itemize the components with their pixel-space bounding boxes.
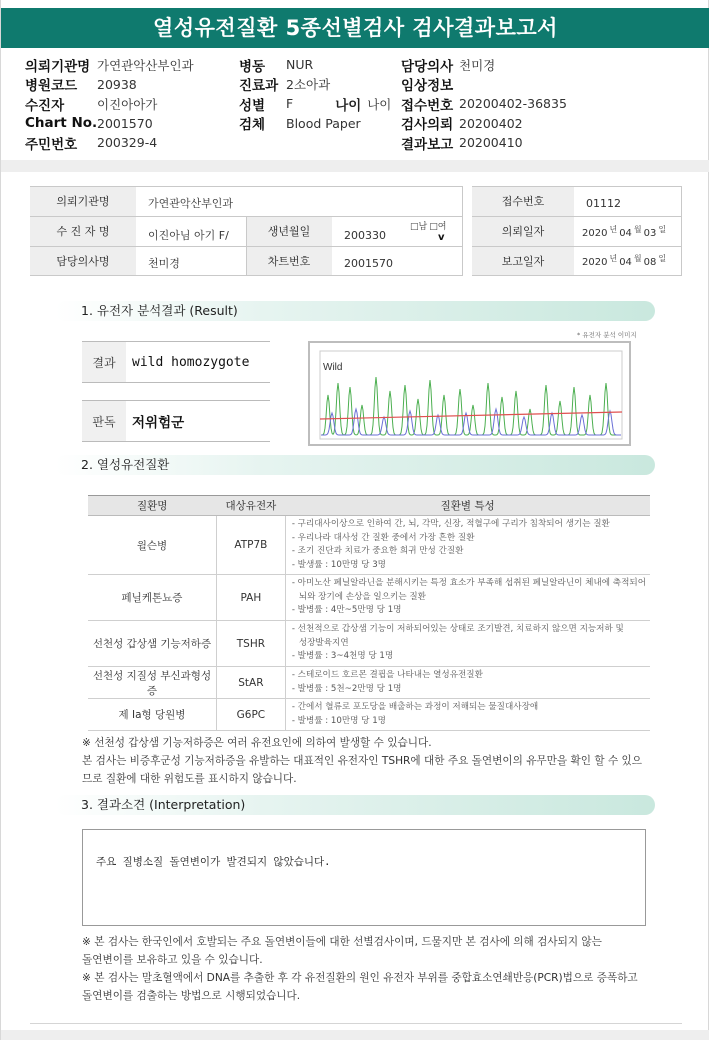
request-date-label: 검사의뢰 — [401, 117, 454, 134]
judgement-label: 판독 — [82, 400, 126, 442]
feature-line: - 발생률 : 10만명 당 3명 — [291, 559, 386, 570]
header-col-3 — [401, 55, 567, 153]
disease-name: 선천성 갑상샘 기능저하증 — [88, 621, 216, 667]
header-gene: 대상유전자 — [216, 496, 285, 516]
report-month: 04 — [619, 256, 632, 268]
electropherogram — [310, 343, 629, 444]
feature-line: - 아미노산 페닐알라닌을 분해시키는 특정 효소가 부족해 섭취된 페닐알라닌이 체내에 축적되어 — [291, 578, 646, 589]
disease-name: 윌슨병 — [88, 516, 216, 575]
request-cell-label: 의뢰일자 — [472, 216, 574, 246]
sex-value: F — [286, 96, 294, 112]
request-year: 2020 — [582, 227, 608, 239]
footer-divider — [30, 1023, 682, 1024]
day-unit: 일 — [658, 253, 667, 263]
footer-note-line: ※ 본 검사는 한국인에서 호발되는 주요 돌연변이들에 대한 선별검사이며, 드물지만 본 검사에 의해 검사되지 않는 — [82, 936, 602, 948]
disease-name: 제 Ia형 당원병 — [88, 699, 216, 731]
department-value: 2소아과 — [286, 77, 331, 93]
header-row — [239, 94, 391, 114]
resident-no-label: 주민번호 — [25, 136, 78, 153]
specimen-value: Blood Paper — [286, 115, 361, 131]
table-line — [472, 186, 682, 187]
feature-line: - 선천적으로 갑상샘 기능이 저하되어있는 상태로 조기발견, 치료하지 않으면 지능저하 및 — [291, 624, 624, 635]
report-cell-value — [574, 248, 682, 276]
header-row — [25, 114, 194, 134]
sex-label: 성별 — [239, 97, 266, 114]
feature-line: - 발병률 : 3~4천명 당 1명 — [291, 651, 394, 662]
section-interpretation-title: 3. 결과소견 (Interpretation) — [55, 795, 655, 815]
table-line — [246, 216, 247, 276]
header-row — [401, 133, 567, 153]
resident-no-value: 200329-4 — [97, 135, 158, 151]
patient-value: 이진아아가 — [97, 96, 158, 112]
header-row — [239, 114, 391, 134]
footer-note-line: ※ 본 검사는 말초혈액에서 DNA를 추출한 후 각 유전질환의 원인 유전자 부위를 중합효소연쇄반응(PCR)법으로 증폭하고 — [82, 972, 638, 984]
header-row — [239, 75, 391, 95]
request-cell-value — [574, 218, 682, 248]
chart-no-label: Chart No. — [25, 115, 98, 132]
department-label: 진료과 — [239, 78, 279, 95]
disease-name: 페닐케톤뇨증 — [88, 575, 216, 621]
table-line — [472, 246, 682, 247]
header-disease: 질환명 — [88, 496, 216, 516]
gene-image-note: * 유전자 분석 이미지 — [577, 331, 637, 339]
feature-line: 뇌와 장기에 손상을 일으키는 질환 — [298, 591, 426, 602]
request-day: 03 — [643, 227, 657, 239]
chart-cell-label: 차트번호 — [246, 246, 332, 276]
interpretation-box — [82, 829, 646, 926]
disease-row — [88, 699, 650, 731]
target-gene: ATP7B — [216, 516, 285, 575]
tshr-note — [82, 734, 642, 788]
sex-check-mark: v — [438, 231, 445, 243]
disease-name: 선천성 지질성 부신과형성증 — [88, 667, 216, 699]
table-line — [681, 186, 682, 276]
feature-line: - 발병률 : 5천~2만명 당 1명 — [291, 683, 402, 694]
report-day: 08 — [643, 256, 657, 268]
month-unit: 월 — [633, 224, 642, 234]
clinical-info-label: 임상정보 — [401, 78, 454, 95]
feature-line: - 스테로이드 호르몬 결핍을 나타내는 열성유전질환 — [291, 670, 483, 680]
bottom-band — [1, 1030, 709, 1040]
header-row — [239, 55, 391, 75]
report-year: 2020 — [582, 256, 608, 268]
footer-note-line: 돌연변이를 보유하고 있을 수 있습니다. — [82, 954, 263, 966]
ward-value: NUR — [286, 57, 314, 73]
target-gene: PAH — [216, 575, 285, 621]
footer-note-line: 돌연변이를 검출하는 방법으로 시행되었습니다. — [82, 990, 301, 1002]
feature-line: - 발병률 : 4만~5만명 당 1명 — [291, 605, 402, 616]
age-label: 나이 — [335, 97, 362, 114]
day-unit: 일 — [658, 224, 667, 234]
male-checkbox: □남 — [410, 221, 428, 232]
target-gene: G6PC — [216, 699, 285, 731]
divider-band — [1, 160, 709, 172]
report-date-label: 결과보고 — [401, 136, 454, 153]
disease-table — [88, 495, 650, 731]
disease-features — [285, 667, 650, 699]
report-cell-label: 보고일자 — [472, 246, 574, 276]
target-gene: TSHR — [216, 621, 285, 667]
interpretation-text: 주요 질병소질 돌연변이가 발견되지 않았습니다. — [96, 856, 331, 868]
section-disease-title: 2. 열성유전질환 — [55, 455, 655, 475]
age-value: 나이 — [367, 96, 392, 112]
chart-no-value: 2001570 — [97, 115, 153, 131]
graph-label: Wild — [323, 362, 343, 373]
table-line — [30, 186, 463, 187]
feature-line: - 우리나라 대사성 간 질환 중에서 가장 흔한 질환 — [291, 532, 475, 543]
doctor-cell-value: 천미경 — [136, 250, 246, 276]
header-row — [25, 55, 194, 75]
report-title: 열성유전질환 5종선별검사 검사결과보고서 — [1, 8, 709, 48]
year-unit: 년 — [609, 224, 618, 234]
disease-row — [88, 621, 650, 667]
report-date-value: 20200410 — [459, 135, 523, 151]
institution-cell-label: 의뢰기관명 — [30, 186, 136, 216]
patient-label: 수진자 — [25, 97, 65, 114]
patient-info-table — [30, 186, 682, 276]
disease-features — [285, 516, 650, 575]
gene-analysis-image — [308, 341, 631, 446]
chart-cell-value: 2001570 — [332, 250, 462, 276]
table-line — [462, 186, 463, 276]
note-line: 므로 질환에 대한 위험도를 표시하지 않습니다. — [82, 773, 297, 785]
note-line: 본 검사는 비증후군성 기능저하증을 유발하는 대표적인 유전자인 TSHR에 대한 주요 돌연변이의 유무만을 확인 할 수 있으 — [82, 755, 643, 767]
feature-line: - 조기 진단과 치료가 중요한 희귀 만성 간질환 — [291, 546, 464, 556]
specimen-label: 검체 — [239, 117, 266, 134]
feature-line: - 구리대사이상으로 인하여 간, 뇌, 각막, 신장, 적혈구에 구리가 침착되어 생기는 질환 — [291, 519, 610, 529]
sex-checkboxes — [410, 218, 462, 232]
doctor-cell-label: 담당의사명 — [30, 246, 136, 276]
result-label: 결과 — [82, 341, 126, 383]
name-cell-label: 수 진 자 명 — [30, 216, 136, 246]
header-row — [401, 75, 567, 95]
doctor-label: 담당의사 — [401, 58, 454, 75]
institution-cell-value: 가연관악산부인과 — [136, 188, 462, 218]
table-header-row — [88, 496, 650, 516]
month-unit: 월 — [633, 253, 642, 263]
table-line — [472, 216, 682, 217]
request-month: 04 — [619, 227, 632, 239]
receipt-cell-label: 접수번호 — [472, 186, 574, 216]
note-line: ※ 선천성 갑상샘 기능저하증은 여러 유전요인에 의하여 발생할 수 있습니다. — [82, 737, 432, 749]
footer-notes — [82, 933, 638, 1005]
birth-cell-value: 200330 — [332, 220, 408, 250]
hospital-code-value: 20938 — [97, 76, 137, 92]
institution-label: 의뢰기관명 — [25, 58, 91, 75]
disease-row — [88, 575, 650, 621]
receipt-cell-value: 01112 — [574, 188, 682, 218]
receipt-no-label: 접수번호 — [401, 97, 454, 114]
request-date-value: 20200402 — [459, 115, 523, 131]
feature-line: - 발병률 : 10만명 당 1명 — [291, 715, 386, 726]
header-col-2 — [239, 55, 391, 133]
female-checkbox: □여 — [429, 221, 447, 232]
disease-row — [88, 667, 650, 699]
feature-line: - 간에서 혈류로 포도당을 배출하는 과정이 저해되는 물질대사장애 — [291, 702, 539, 712]
target-gene: StAR — [216, 667, 285, 699]
name-cell-value: 이진아님 아기 F/ — [136, 220, 246, 250]
table-line — [472, 275, 682, 276]
disease-row — [88, 516, 650, 575]
result-value: wild homozygote — [126, 341, 270, 383]
doctor-value: 천미경 — [459, 57, 496, 73]
ward-label: 병동 — [239, 58, 266, 75]
header-row — [401, 114, 567, 134]
year-unit: 년 — [609, 253, 618, 263]
birth-cell-label: 생년월일 — [246, 216, 332, 246]
disease-features — [285, 621, 650, 667]
feature-line: 성장발육지연 — [298, 637, 349, 648]
judgement-value: 저위험군 — [126, 400, 270, 442]
header-col-1 — [25, 55, 194, 153]
header-row — [401, 94, 567, 114]
disease-features — [285, 699, 650, 731]
header-features: 질환별 특성 — [285, 496, 650, 516]
section-result-title: 1. 유전자 분석결과 (Result) — [55, 301, 655, 321]
header-row — [25, 133, 194, 153]
green-trace — [321, 377, 621, 435]
header-row — [401, 55, 567, 75]
institution-value: 가연관악산부인과 — [97, 57, 194, 73]
header-row — [25, 94, 194, 114]
hospital-code-label: 병원코드 — [25, 78, 78, 95]
disease-features — [285, 575, 650, 621]
receipt-no-value: 20200402-36835 — [459, 96, 567, 112]
header-row — [25, 75, 194, 95]
